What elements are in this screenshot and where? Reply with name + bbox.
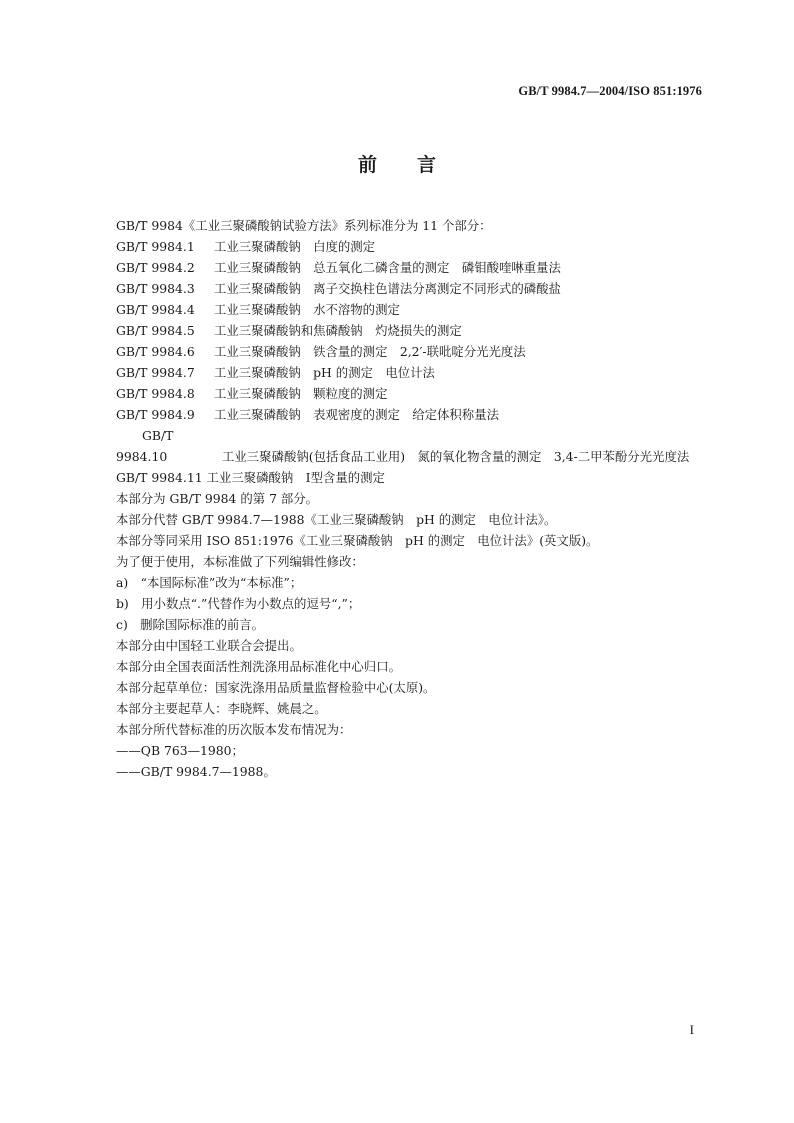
part-code: GB/T 9984.3 — [116, 281, 195, 296]
part-desc: 工业三聚磷酸钠 表观密度的测定 给定体积称量法 — [214, 407, 499, 422]
part-code: GB/T 9984.10 — [116, 428, 174, 464]
paragraph: 本部分为 GB/T 9984 的第 7 部分。 — [116, 491, 319, 506]
part-code: GB/T 9984.8 — [116, 386, 195, 401]
paragraph: 本部分所代替标准的历次版本发布情况为： — [116, 722, 352, 737]
part-desc: 工业三聚磷酸钠 铁含量的测定 2,2′-联吡啶分光光度法 — [214, 344, 526, 359]
title-char-2: 言 — [417, 154, 437, 176]
part-code: GB/T 9984.7 — [116, 365, 195, 380]
paragraph: 本部分由全国表面活性剂洗涤用品标准化中心归口。 — [116, 659, 401, 674]
part-line-11: GB/T 9984.11 工业三聚磷酸钠 Ⅰ型含量的测定 — [116, 470, 385, 485]
part-line — [90, 383, 706, 404]
paragraph: 本部分起草单位：国家洗涤用品质量监督检验中心(太原)。 — [116, 680, 436, 695]
part-desc: 工业三聚磷酸钠 白度的测定 — [214, 239, 376, 254]
list-item: a) “本国际标准”改为“本标准”； — [116, 575, 303, 590]
paragraph: 本部分由中国轻工业联合会提出。 — [116, 638, 302, 653]
part-line — [90, 341, 706, 362]
standard-code: GB/T 9984.7—2004/ISO 851:1976 — [518, 84, 702, 98]
paragraph: 本部分等同采用 ISO 851:1976《工业三聚磷酸钠 pH 的测定 电位计法》(英文版)。 — [116, 533, 599, 548]
list-item: c) 删除国际标准的前言。 — [116, 617, 265, 632]
part-desc: 工业三聚磷酸钠和焦磷酸钠 灼烧损失的测定 — [214, 323, 462, 338]
part-line — [90, 236, 706, 257]
part-code: GB/T 9984.4 — [116, 302, 195, 317]
part-code: GB/T 9984.6 — [116, 344, 195, 359]
part-desc: 工业三聚磷酸钠 pH 的测定 电位计法 — [214, 365, 435, 380]
part-desc: 工业三聚磷酸钠(包括食品工业用) 氮的氧化物含量的测定 3,4-二甲苯酚分光光度法 — [222, 449, 690, 464]
part-code: GB/T 9984.2 — [116, 260, 195, 275]
list-item: ——QB 763—1980； — [116, 743, 244, 758]
part-desc: 工业三聚磷酸钠 离子交换柱色谱法分离测定不同形式的磷酸盐 — [214, 281, 561, 296]
part-line — [90, 362, 706, 383]
part-line — [90, 299, 706, 320]
part-code: GB/T 9984.5 — [116, 323, 195, 338]
part-code: GB/T 9984.1 — [116, 239, 195, 254]
part-code: GB/T 9984.9 — [116, 407, 195, 422]
part-line-10 — [90, 425, 706, 467]
list-item: ——GB/T 9984.7—1988。 — [116, 764, 276, 779]
paragraph: 本部分主要起草人：李晓辉、姚晨之。 — [116, 701, 327, 716]
part-line — [90, 278, 706, 299]
part-desc: 工业三聚磷酸钠 水不溶物的测定 — [214, 302, 400, 317]
part-desc: 工业三聚磷酸钠 颗粒度的测定 — [214, 386, 388, 401]
part-desc: 工业三聚磷酸钠 总五氧化二磷含量的测定 磷钼酸喹啉重量法 — [214, 260, 561, 275]
part-line — [90, 320, 706, 341]
part-line — [90, 404, 706, 425]
page-title — [0, 150, 794, 177]
foreword-body — [90, 215, 706, 782]
intro-line: GB/T 9984《工业三聚磷酸钠试验方法》系列标准分为 11 个部分： — [116, 218, 492, 233]
list-item: b) 用小数点“.”代替作为小数点的逗号“,”； — [116, 596, 361, 611]
part-line — [90, 257, 706, 278]
paragraph: 本部分代替 GB/T 9984.7—1988《工业三聚磷酸钠 pH 的测定 电位计法》。 — [116, 512, 557, 527]
paragraph: 为了便于使用，本标准做了下列编辑性修改： — [116, 554, 364, 569]
title-char-1: 前 — [357, 154, 377, 176]
page-number: I — [689, 1022, 694, 1037]
